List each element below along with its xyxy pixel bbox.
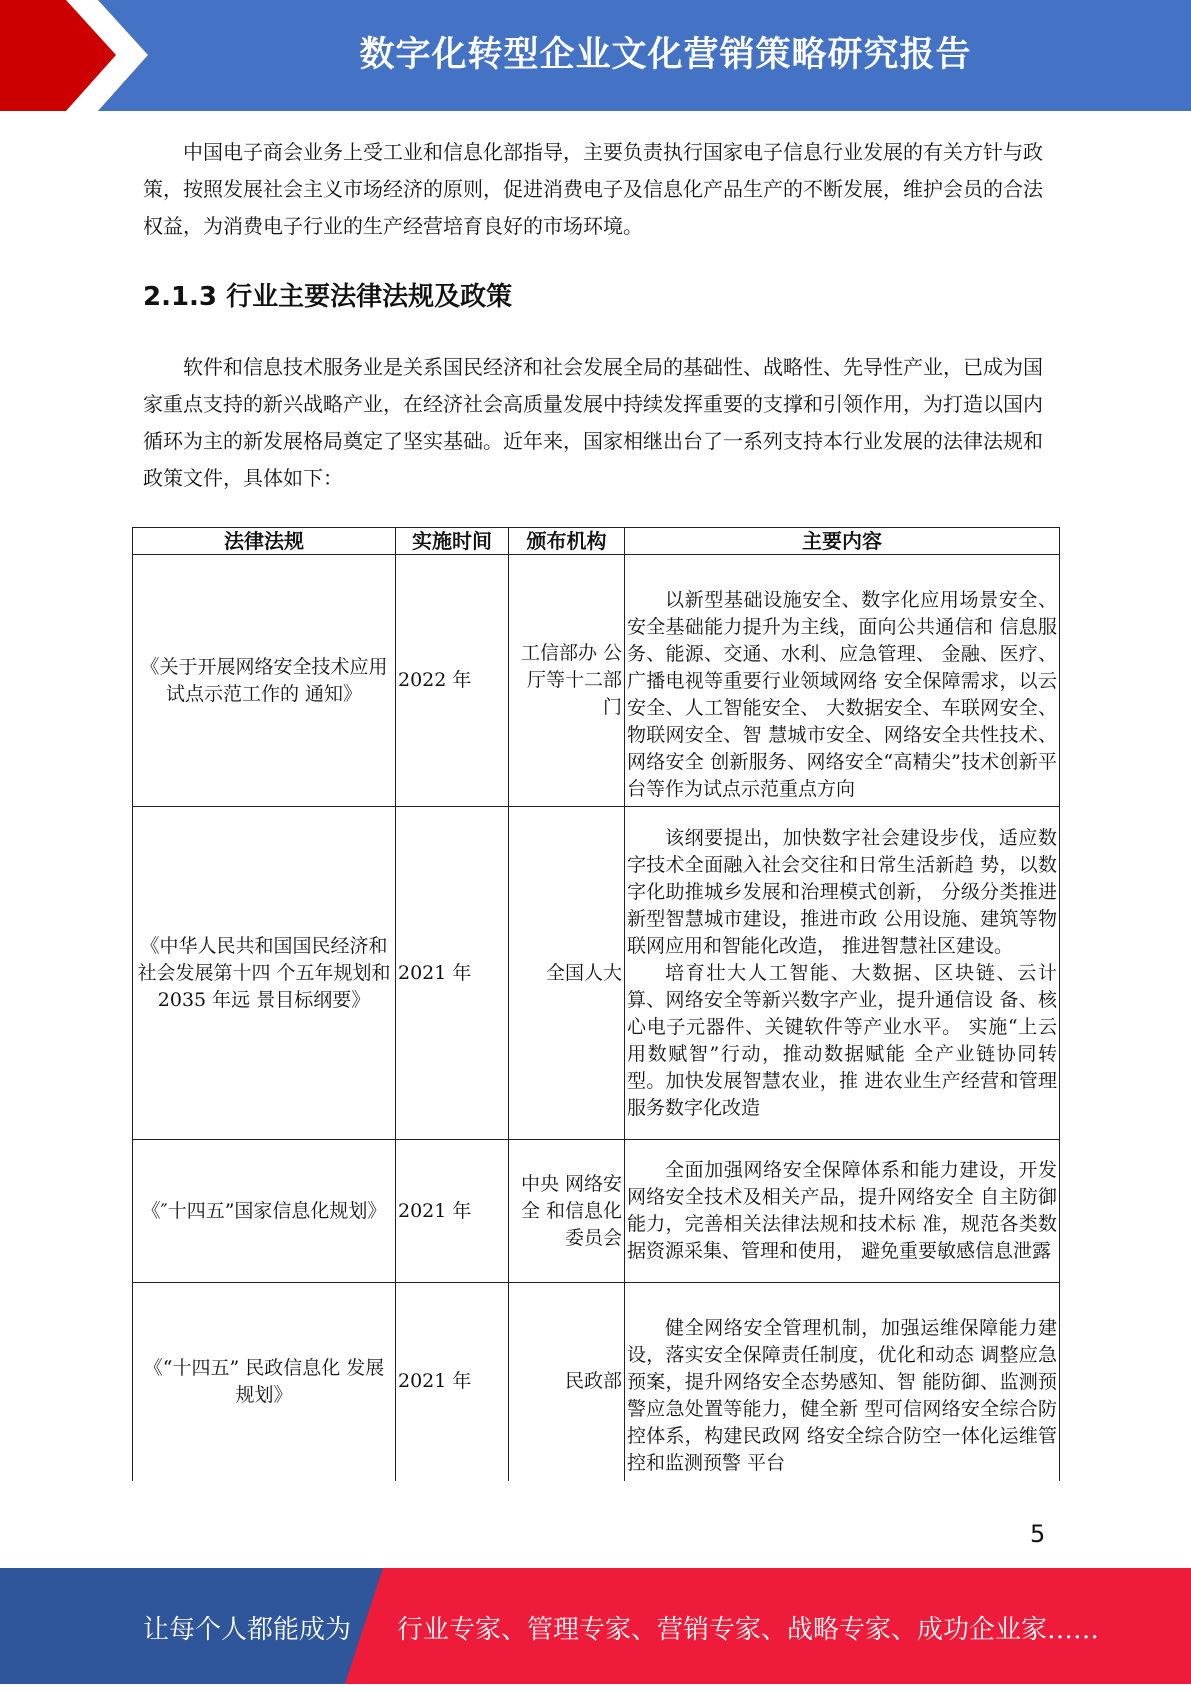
content-paragraph: 全面加强网络安全保障体系和能力建设，开发网络安全技术及相关产品，提升网络安全 自主防御能力，完善相关法律法规和技术标 准，规范各类数据资源采集、管理和使用， 避免重要敏感信息泄露 — [627, 1159, 1057, 1262]
date-cell: 2022 年 — [396, 555, 509, 807]
content-cell — [625, 1140, 1060, 1283]
section-heading: 2.1.3 行业主要法律法规及政策 — [143, 282, 513, 312]
content-cell — [625, 555, 1060, 807]
intro-paragraph: 中国电子商会业务上受工业和信息化部指导，主要负责执行国家电子信息行业发展的有关方针与政策，按照发展社会主义市场经济的原则，促进消费电子及信息化产品生产的不断发展，维护会员的合法权益，为消费电子行业的生产经营培育良好的市场环境。 — [143, 140, 1043, 238]
law-name-cell: 《″十四五”国家信息化规划》 — [133, 1140, 396, 1283]
page-footer — [0, 1568, 1191, 1684]
footer-slogan-right: 行业专家、管理专家、营销专家、战略专家、成功企业家…… — [397, 1615, 1100, 1645]
content-paragraph: 健全网络安全管理机制，加强运维保障能力建设，落实安全保障责任制度，优化和动态 调整应急预案，提升网络安全态势感知、智 能防御、监测预警应急处置等能力，健全新 型可信网络安全综合防控体系，构建民政网 络安全综合防空一体化运维管控和监测预警 平台 — [627, 1316, 1057, 1474]
issuer-cell: 民政部 — [509, 1283, 625, 1481]
document-title: 数字化转型企业文化营销策略研究报告 — [359, 35, 972, 75]
issuer-cell: 全国人大 — [509, 807, 625, 1140]
page-number: 5 — [1030, 1520, 1046, 1548]
footer-slogan-left: 让每个人都能成为 — [143, 1615, 352, 1645]
law-name-cell: 《“十四五” 民政信息化 发展规划》 — [133, 1283, 396, 1481]
date-cell: 2021 年 — [396, 1140, 509, 1283]
table-row — [133, 1140, 1060, 1283]
table-row — [133, 807, 1060, 1140]
table-header-row — [133, 528, 1060, 555]
law-name-cell: 《中华人民共和国国民经济和社会发展第十四 个五年规划和 2035 年远 景目标纲要》 — [133, 807, 396, 1140]
content-paragraph: 以新型基础设施安全、数字化应用场景安全、安全基础能力提升为主线，面向公共通信和 信息服务、能源、交通、水利、应急管理、 金融、医疗、广播电视等重要行业领域网络 安全保障需求，以云安全、人工智能安全、 大数据安全、车联网安全、物联网安全、智 慧城市安全、网络安全共性技术、网络安全 创新服务、网络安全“高精尖”技术创新平 台等作为试点示范重点方向 — [627, 588, 1057, 800]
issuer-cell: 中央 网络安全 和信息化 委员会 — [509, 1140, 625, 1283]
header-red-arrow-icon — [0, 0, 170, 111]
content-paragraph: 该纲要提出，加快数字社会建设步伐，适应数字技术全面融入社会交往和日常生活新趋 势，以数字化助推城乡发展和治理模式创新， 分级分类推进新型智慧城市建设，推进市政 公用设施、建筑等物联网应用和智能化改造， 推进智慧社区建设。 — [627, 826, 1057, 957]
law-policy-table — [132, 527, 1060, 1481]
date-cell: 2021 年 — [396, 1283, 509, 1481]
date-cell: 2021 年 — [396, 807, 509, 1140]
law-name-cell: 《关于开展网络安全技术应用试点示范工作的 通知》 — [133, 555, 396, 807]
table-row — [133, 1283, 1060, 1481]
table-row — [133, 555, 1060, 807]
content-cell — [625, 1283, 1060, 1481]
column-header-law: 法律法规 — [133, 528, 396, 555]
content-paragraph: 培育壮大人工智能、大数据、区块链、云计算、网络安全等新兴数字产业，提升通信设 备、核心电子元器件、关键软件等产业水平。 实施“上云用数赋智”行动，推动数据赋能 全产业链协同转型。加快发展智慧农业，推 进农业生产经营和管理服务数字化改造 — [627, 961, 1057, 1119]
column-header-date: 实施时间 — [396, 528, 509, 555]
column-header-issuer: 颁布机构 — [509, 528, 625, 555]
page-header — [0, 0, 1191, 111]
section-paragraph: 软件和信息技术服务业是关系国民经济和社会发展全局的基础性、战略性、先导性产业，已成为国家重点支持的新兴战略产业，在经济社会高质量发展中持续发挥重要的支撑和引领作用，为打造以国内循环为主的新发展格局奠定了坚实基础。近年来，国家相继出台了一系列支持本行业发展的法律法规和政策文件，具体如下： — [143, 355, 1043, 490]
content-cell — [625, 807, 1060, 1140]
column-header-content: 主要内容 — [625, 528, 1060, 555]
issuer-cell: 工信部办 公厅等十二部门 — [509, 555, 625, 807]
